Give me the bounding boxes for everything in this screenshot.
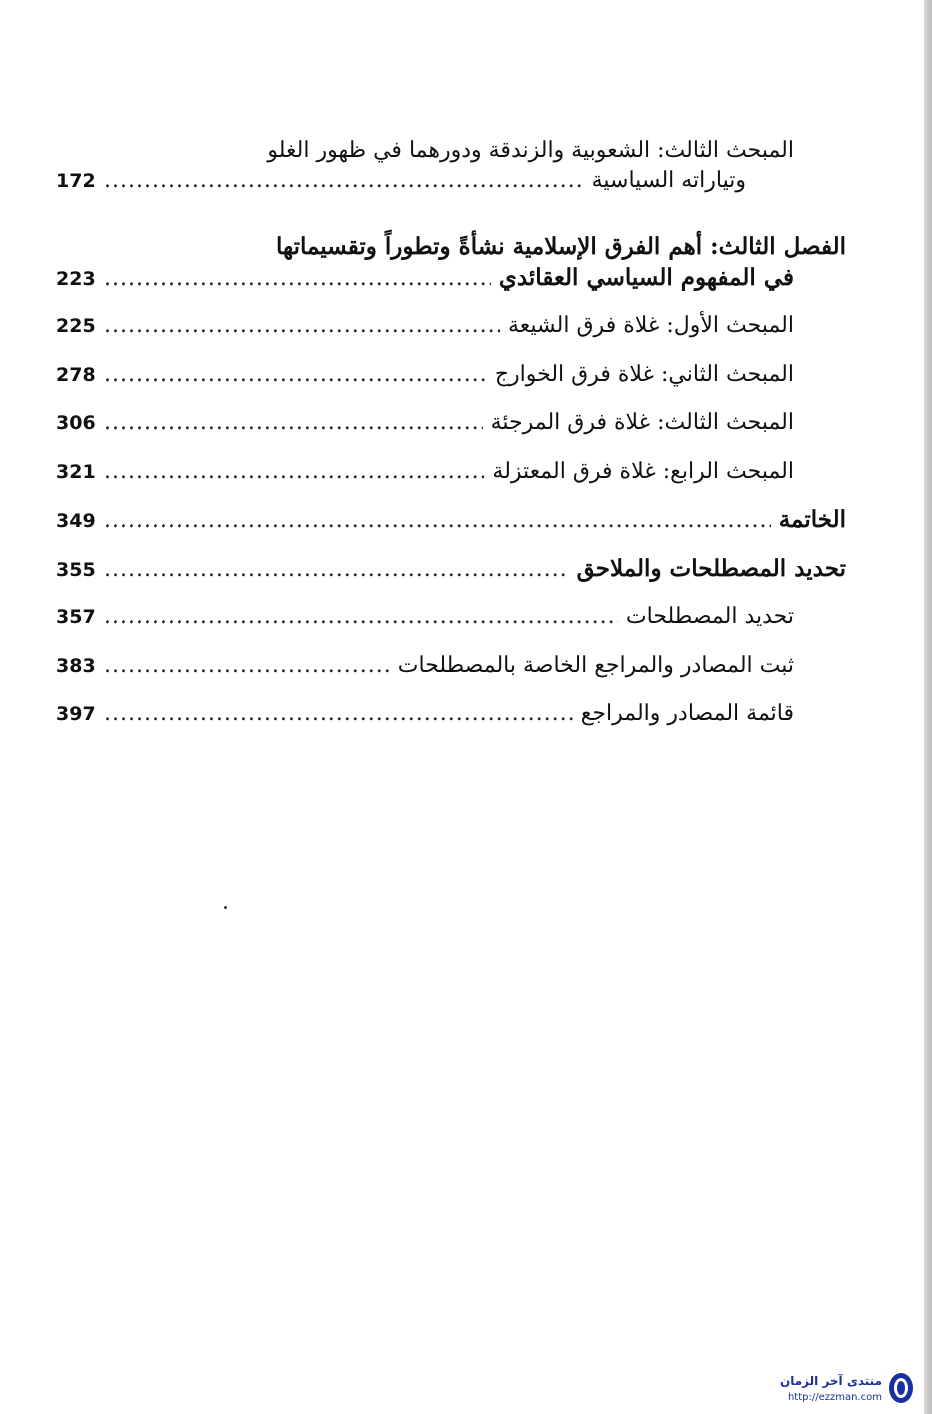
toc-chapter [56,254,846,303]
toc-entry-line [56,108,846,163]
toc-page-number: 357 [56,606,96,628]
toc-leader [104,546,569,595]
toc-chapter-line [56,205,846,260]
toc-leader [104,690,573,739]
toc-page-number: 225 [56,315,96,337]
toc-leader [104,108,259,157]
toc-leader [104,157,584,206]
toc-entry [56,302,846,351]
toc-entry [56,642,846,691]
toc-leader [104,642,390,691]
toc-entry-title: المبحث الرابع: غلاة فرق المعتزلة [492,458,794,484]
scan-speck [224,906,227,909]
toc-page-number: 172 [56,169,96,192]
toc-leader [104,399,483,448]
toc-entry-title: قائمة المصادر والمراجع [580,701,794,726]
toc-leader [104,497,771,546]
forum-url: http://ezzman.com [787,1392,882,1403]
toc-entry [56,690,846,739]
toc-entry-title: وتياراته السياسية [591,167,746,193]
toc-entry [56,351,846,400]
toc-chapter-title: تحديد المصطلحات والملاحق [576,554,846,582]
toc-entry-title: المبحث الثالث: غلاة فرق المرجئة [490,410,794,435]
toc-page-number: 397 [56,703,96,725]
toc-leader [104,351,487,400]
toc-page-number: 321 [56,460,96,483]
toc-entry [56,593,846,642]
page-edge-shadow [924,0,932,1414]
toc-leader [104,255,491,304]
toc-entry [56,448,846,497]
toc-chapter-title: الفصل الثالث: أهم الفرق الإسلامية نشأةً وتطوراً وتقسيماتها [275,232,846,260]
forum-name: منتدى آخر الزمان [780,1374,882,1388]
shield-logo-icon [888,1372,914,1404]
toc-page-number: 223 [56,267,96,290]
toc-page-number: 278 [56,363,96,386]
toc-page-number: 349 [56,510,96,532]
toc-leader [104,593,618,642]
toc-entry-title: ثبت المصادر والمراجع الخاصة بالمصطلحات [397,652,794,678]
watermark-footer [722,1372,922,1408]
toc-entry [56,157,846,206]
toc-chapter [56,496,846,545]
toc-leader [104,205,268,254]
toc-entry-title: المبحث الأول: غلاة فرق الشيعة [508,313,794,338]
toc-page-number: 306 [56,412,96,434]
toc-chapter [56,545,846,594]
toc-page-number: 383 [56,654,96,677]
toc-entry-title: تحديد المصطلحات [625,604,794,629]
toc-leader [104,302,500,351]
toc-chapter-title: في المفهوم السياسي العقائدي [498,263,794,291]
toc-chapter-title: الخاتمة [778,506,846,533]
table-of-contents [56,108,846,739]
toc-entry-title: المبحث الثاني: غلاة فرق الخوارج [494,361,794,387]
toc-entry [56,399,846,448]
toc-leader [104,448,484,497]
toc-page-number: 355 [56,558,96,581]
toc-entry-title: المبحث الثالث: الشعوبية والزندقة ودورهما في ظهور الغلو [267,137,794,163]
